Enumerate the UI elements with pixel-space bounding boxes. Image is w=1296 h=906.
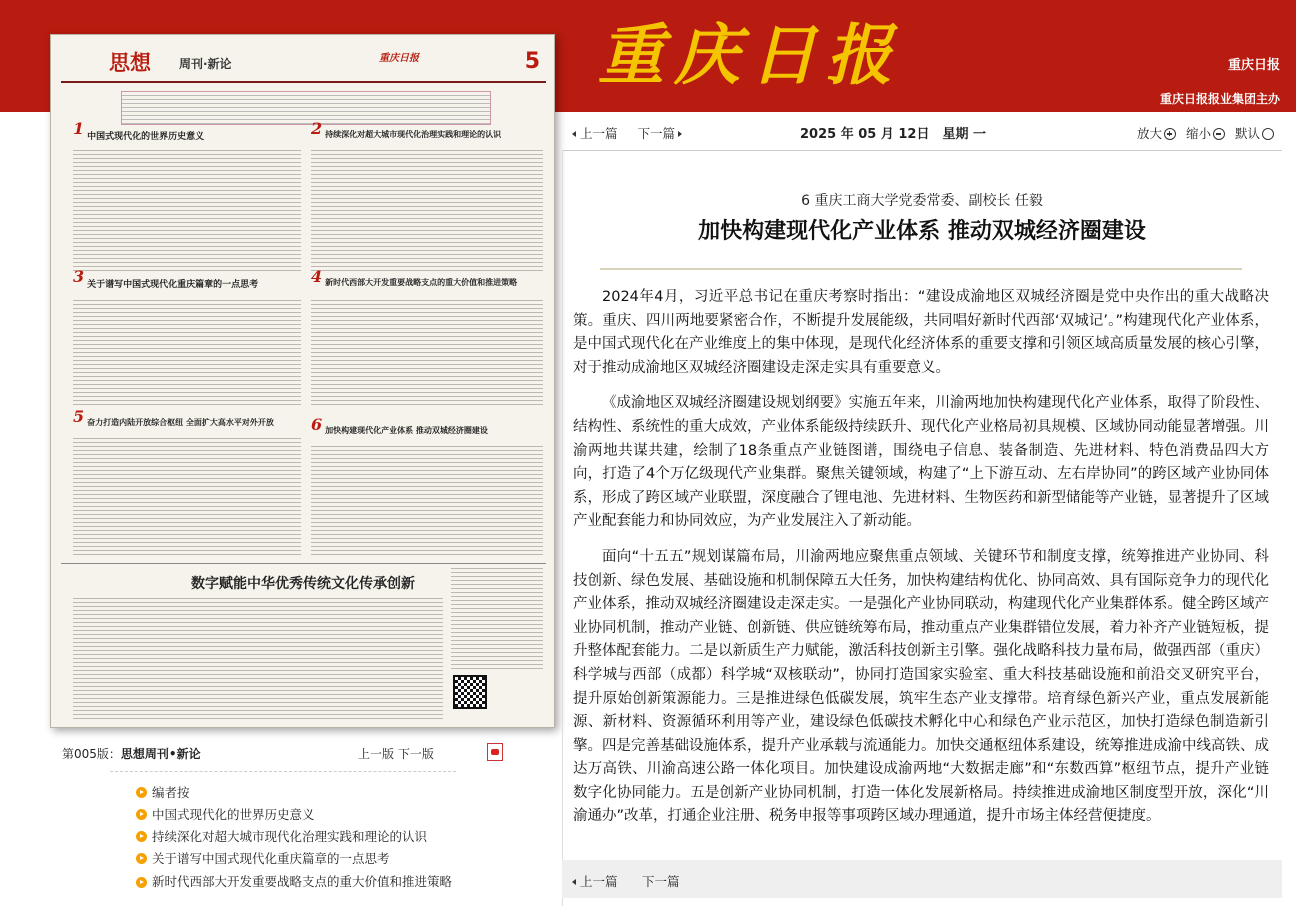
article-author: 6 重庆工商大学党委常委、副校长 任毅	[801, 193, 1043, 209]
text-block	[73, 147, 301, 271]
zoom-default-label: 默认	[1234, 126, 1260, 141]
article-list-item[interactable]	[110, 782, 456, 804]
paper-section-sub: 周刊·新论	[179, 57, 232, 71]
bottom-pager	[562, 860, 1282, 898]
bullet-arrow-icon	[136, 787, 147, 798]
page-label: 第005版：	[62, 747, 121, 761]
zoom-in-button[interactable]	[1137, 126, 1176, 141]
text-block	[73, 435, 301, 555]
page-version-name: 思想周刊•新论	[120, 747, 201, 761]
article-number: 4	[311, 267, 323, 286]
next-article-label: 下一篇	[637, 126, 676, 141]
article-title: 加快构建现代化产业体系 推动双城经济圈建设	[325, 425, 488, 435]
bullet-arrow-icon	[136, 853, 147, 864]
article-link[interactable]: 编者按	[152, 785, 190, 800]
zoom-out-label: 缩小	[1185, 126, 1211, 141]
article-link[interactable]: 新时代西部大开发重要战略支点的重大价值和推进策略	[152, 874, 453, 889]
zoom-out-icon	[1213, 128, 1225, 140]
article-number: 6	[311, 415, 323, 434]
reset-icon	[1262, 128, 1274, 140]
text-block	[311, 443, 543, 555]
bullet-arrow-icon	[136, 809, 147, 820]
page-version-line	[62, 745, 512, 762]
article-paragraph: 《成渝地区双城经济圈建设规划纲要》实施五年来，川渝两地加快构建现代化产业体系，取得了阶段性、结构性、系统性的重大成效，产业体系能级持续跃升、现代化产业格局初具规模、区域协同动能显著增强。川渝两地共谋共建，绘制了18条重点产业链图谱，围绕电子信息、装备制造、先进材料、特色消费品四大方向，打造了4个万亿级现代产业集群。聚焦关键领域，构建了“上下游互动、左右岸协同”的跨区域产业协同体系，形成了跨区域产业联盟，深度融合了锂电池、先进材料、生物医药和新型储能等产业链，显著提升了区域产业配套能力和协同效应，为产业发展注入了新动能。	[573, 395, 1269, 530]
article-link[interactable]: 持续深化对超大城市现代化治理实践和理论的认识	[152, 829, 428, 844]
paper-article-1[interactable]	[73, 119, 303, 142]
article-link[interactable]: 关于谱写中国式现代化重庆篇章的一点思考	[152, 851, 390, 866]
article-list	[110, 782, 456, 890]
article-title: 中国式现代化的世界历史意义	[87, 132, 205, 142]
article-number: 2	[311, 119, 323, 138]
zoom-controls	[1131, 124, 1274, 142]
article-number: 3	[73, 267, 85, 286]
text-block	[311, 297, 543, 407]
bullet-arrow-icon	[136, 877, 147, 888]
newspaper-page-thumbnail[interactable]	[50, 34, 555, 728]
issue-date: 2025 年 05 月 12日 星期 一	[800, 127, 986, 142]
chevron-left-icon	[572, 131, 576, 137]
article-number: 5	[73, 407, 85, 426]
zoom-out-button[interactable]	[1186, 126, 1225, 141]
bullet-arrow-icon	[136, 831, 147, 842]
article-list-item[interactable]	[110, 804, 456, 826]
paper-article-4[interactable]	[311, 267, 551, 288]
paper-header	[61, 45, 546, 83]
paper-article-5[interactable]	[73, 407, 303, 428]
text-block	[73, 297, 301, 407]
toc-divider	[110, 771, 456, 772]
paper-bottom-headline[interactable]: 数字赋能中华优秀传统文化传承创新	[191, 576, 415, 592]
article-paragraph: 2024年4月，习近平总书记在重庆考察时指出：“建设成渝地区双城经济圈是党中央作出的重大战略决策。重庆、四川两地要紧密合作，不断提升发展能级，共同唱好新时代西部‘双城记’。”构建现代化产业体系，是中国式现代化在产业维度上的集中体现，是现代化经济体系的重要支撑和引领区域高质量发展的核心引擎，对于推动成渝地区双城经济圈建设走深走实具有重要意义。	[573, 289, 1269, 376]
next-page-link[interactable]: 下一版	[397, 747, 434, 761]
pdf-download-icon[interactable]	[487, 743, 503, 761]
article-list-item[interactable]	[110, 848, 456, 870]
qr-code	[453, 675, 487, 709]
chevron-left-icon	[572, 879, 576, 885]
text-block	[451, 565, 543, 669]
article-navbar	[562, 120, 1282, 146]
brand-subtitle: 重庆日报报业集团主办	[1159, 92, 1280, 106]
paper-section-title: 思想	[109, 50, 151, 75]
article-title: 奋力打造内陆开放综合枢纽 全面扩大高水平对外开放	[87, 417, 274, 427]
article-title: 持续深化对超大城市现代化治理实践和理论的认识	[325, 129, 502, 139]
column-divider	[562, 150, 563, 906]
zoom-in-icon	[1164, 128, 1176, 140]
paper-page-number: 5	[524, 49, 540, 74]
article-title: 关于谱写中国式现代化重庆篇章的一点思考	[87, 280, 259, 290]
paper-logo: 重庆日报	[379, 53, 419, 64]
article-list-item[interactable]	[110, 870, 456, 890]
paper-divider	[61, 563, 546, 564]
next-article-button[interactable]	[638, 126, 683, 141]
chevron-right-icon	[678, 131, 682, 137]
navbar-divider	[562, 150, 1282, 151]
article-number: 1	[73, 119, 85, 138]
title-underline	[600, 268, 1242, 270]
paper-article-6[interactable]	[311, 415, 551, 436]
prev-article-button[interactable]	[572, 126, 618, 141]
next-article-button-bottom[interactable]: 下一篇	[642, 874, 680, 889]
article-link[interactable]: 中国式现代化的世界历史意义	[152, 807, 315, 822]
prev-page-link[interactable]: 上一版	[358, 747, 395, 761]
page-nav	[358, 745, 434, 762]
text-block	[73, 595, 443, 719]
paper-article-3[interactable]	[73, 267, 303, 290]
article-list-item[interactable]	[110, 826, 456, 848]
prev-article-button-bottom[interactable]	[572, 872, 618, 890]
article-title: 加快构建现代化产业体系 推动双城经济圈建设	[698, 219, 1146, 244]
article-title: 新时代西部大开发重要战略支点的重大价值和推进策略	[325, 277, 518, 287]
article-body	[573, 286, 1269, 841]
zoom-in-label: 放大	[1136, 126, 1162, 141]
masthead-logo: 重庆日报	[598, 16, 902, 94]
text-block	[311, 147, 543, 271]
prev-article-label: 上一篇	[580, 874, 618, 889]
article-paragraph: 面向“十五五”规划谋篇布局，川渝两地应聚焦重点领域、关键环节和制度支撑，统筹推进产业协同、科技创新、绿色发展、基础设施和机制保障五大任务，加快构建结构优化、协同高效、具有国际竞争力的现代化产业体系，推动双城经济圈建设走深走实。一是强化产业协同联动，构建现代化产业集群体系。健全跨区域产业协同机制，推动产业链、创新链、供应链统筹布局，推动重点产业集群错位发展，着力补齐产业链短板，提升整体配套能力。二是以新质生产力赋能，激活科技创新主引擎。强化战略科技力量布局，做强西部（重庆）科学城与西部（成都）科学城“双核联动”，协同打造国家实验室、重大科技基础设施和前沿交叉研究平台，提升原始创新策源能力。三是推进绿色低碳发展，筑牢生态产业支撑带。培育绿色新兴产业，重点发展新能源、新材料、资源循环利用等产业，建设绿色低碳技术孵化中心和绿色产业示范区，加快打造绿色制造新引擎。四是完善基础设施体系，提升产业承载与流通能力。加快交通枢纽体系建设，统筹推进成渝中线高铁、成达万高铁、川渝高速公路一体化项目。加快建设成渝两地“大数据走廊”和“东数西算”枢纽节点，提升产业链数字化协同能力。五是创新产业协同机制，打造一体化发展新格局。持续推进成渝地区制度型开放，深化“川渝通办”改革，打通企业注册、税务申报等事项跨区域办理通道，提升市场主体经营便捷度。	[573, 548, 1269, 825]
brand-name[interactable]: 重庆日报	[1227, 58, 1280, 73]
paper-article-2[interactable]	[311, 119, 551, 140]
prev-article-label: 上一篇	[580, 126, 618, 141]
article-pager	[572, 124, 698, 142]
zoom-default-button[interactable]	[1235, 126, 1274, 141]
